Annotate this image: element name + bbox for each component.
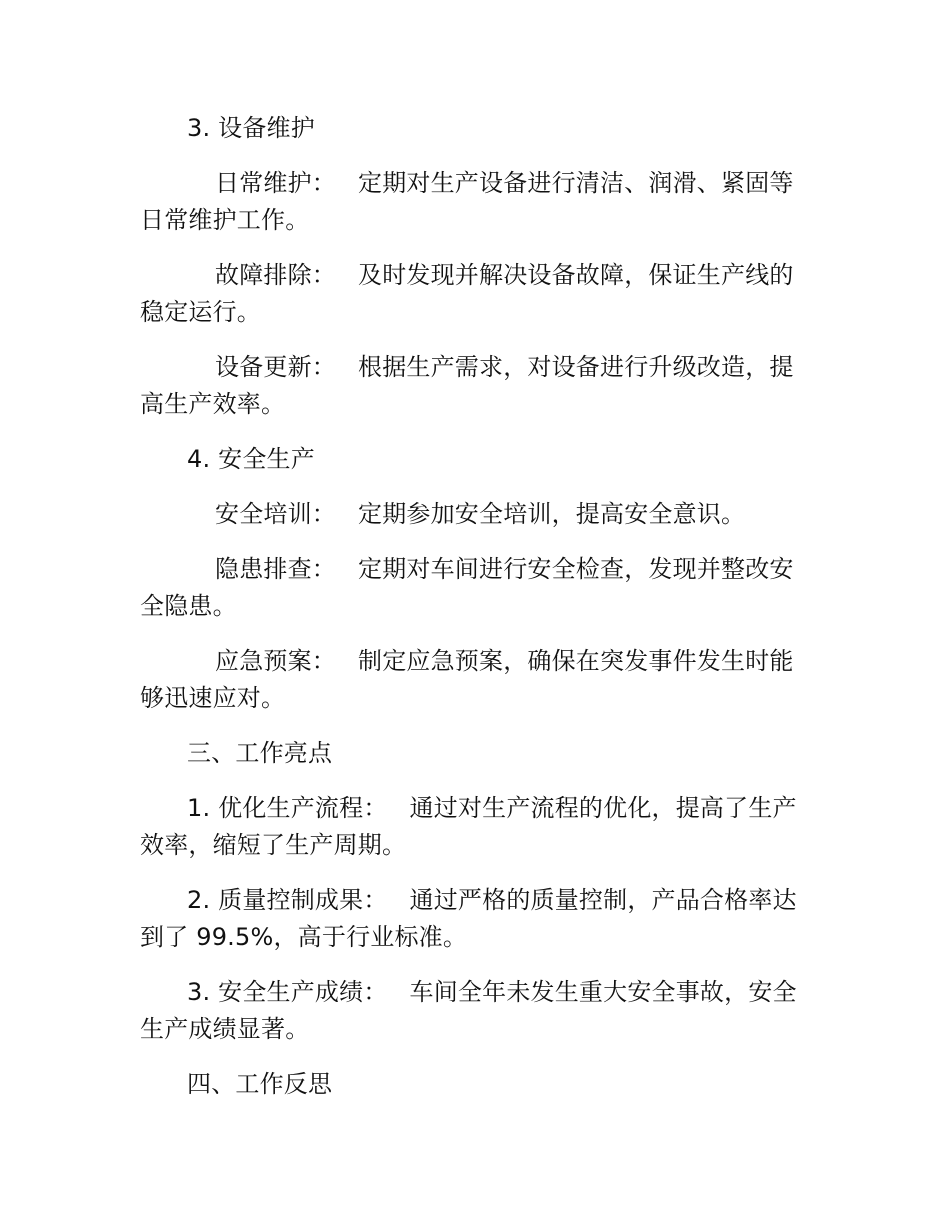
paragraph-quality-results [140,882,800,956]
paragraph-optimize-process [140,790,800,864]
section-heading-work-reflection: 四、工作反思 [187,1070,333,1098]
paragraph-emergency-plan [140,643,800,717]
item-text: 定期参加安全培训，提高安全意识。 [358,500,746,528]
section-heading-work-highlights: 三、工作亮点 [187,739,333,767]
section-heading-safe-production: 4. 安全生产 [187,445,315,473]
paragraph-troubleshooting [140,257,800,331]
document-body [140,110,800,1121]
item-label: 日常维护： [215,169,336,197]
point-text: 通过严格的质量控制，产品合格率达到了 99.5%，高于行业标准。 [140,886,797,951]
point-label: 1. 优化生产流程： [187,794,388,822]
item-label: 安全培训： [215,500,336,528]
paragraph-daily-maintenance [140,165,800,239]
item-text: 根据生产需求，对设备进行升级改造，提高生产效率。 [140,353,794,418]
section-heading-equipment-maintenance: 3. 设备维护 [187,114,315,142]
item-label: 隐患排查： [215,555,336,583]
item-label: 故障排除： [215,261,336,289]
paragraph-safety-training [140,496,800,533]
item-label: 设备更新： [215,353,336,381]
item-label: 应急预案： [215,647,336,675]
paragraph-hazard-inspection [140,551,800,625]
point-text: 车间全年未发生重大安全事故，安全生产成绩显著。 [140,978,797,1043]
item-text: 定期对生产设备进行清洁、润滑、紧固等日常维护工作。 [140,169,794,234]
paragraph-safety-record [140,974,800,1048]
point-label: 3. 安全生产成绩： [187,978,388,1006]
item-text: 制定应急预案，确保在突发事件发生时能够迅速应对。 [140,647,794,712]
item-text: 及时发现并解决设备故障，保证生产线的稳定运行。 [140,261,794,326]
point-label: 2. 质量控制成果： [187,886,388,914]
point-text: 通过对生产流程的优化，提高了生产效率，缩短了生产周期。 [140,794,797,859]
item-text: 定期对车间进行安全检查，发现并整改安全隐患。 [140,555,794,620]
paragraph-equipment-update [140,349,800,423]
